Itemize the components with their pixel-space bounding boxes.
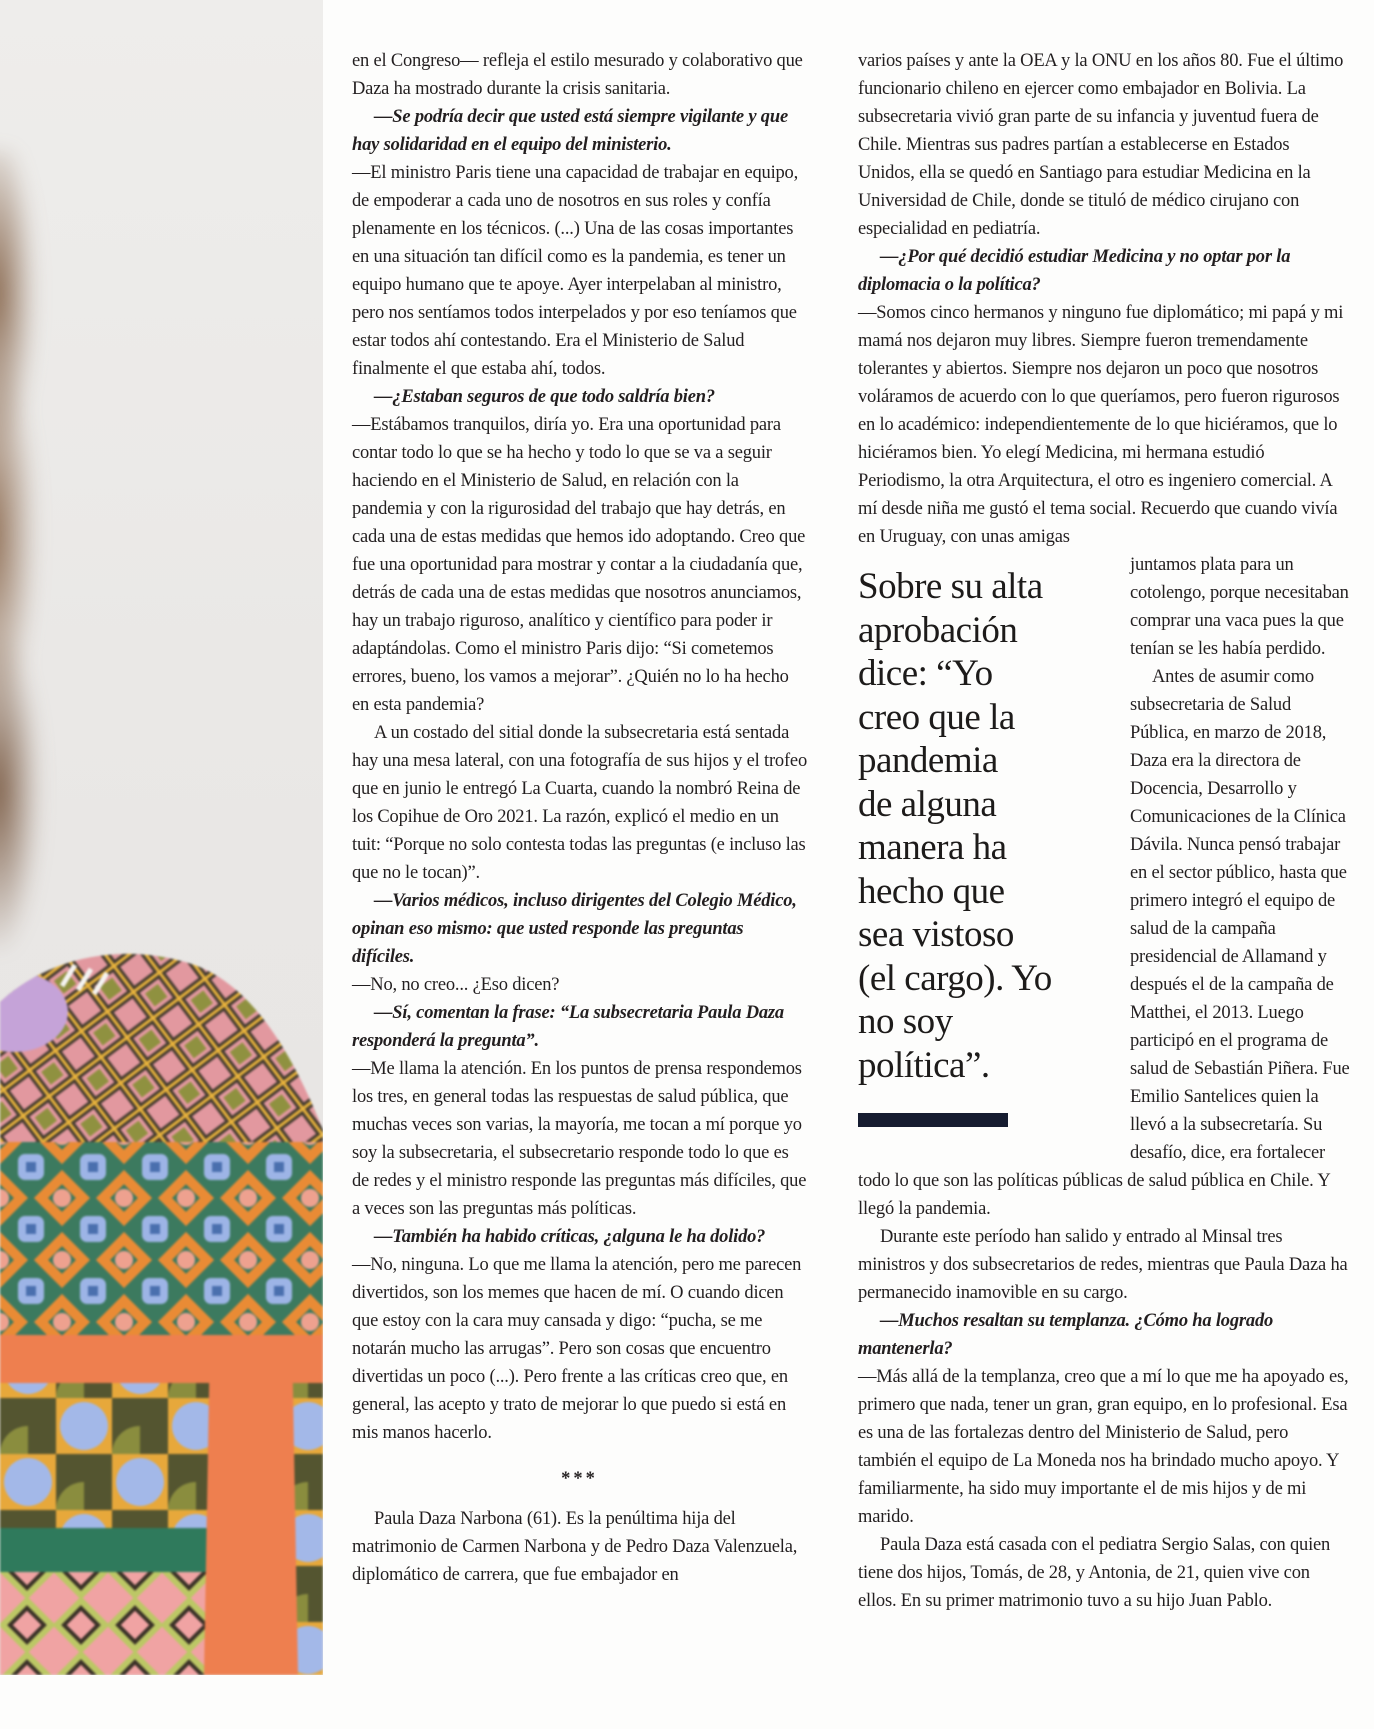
interview-question: —Muchos resaltan su templanza. ¿Cómo ha logrado mantenerla? — [858, 1311, 1274, 1359]
interview-question: —Varios médicos, incluso dirigentes del Colegio Médico, opinan eso mismo: que usted responde las preguntas difíciles. — [352, 891, 797, 967]
paragraph: Paula Daza Narbona (61). Es la penúltima hija del matrimonio de Carmen Narbona y de Pedro Daza Valenzuela, diplomático de carrera, que fue embajador en — [352, 1509, 798, 1585]
paragraph: en el Congreso— refleja el estilo mesurado y colaborativo que Daza ha mostrado durante la crisis sanitaria. — [352, 51, 803, 99]
orange-sleeve-strip — [204, 1335, 298, 1675]
interview-answer: —Estábamos tranquilos, diría yo. Era una oportunidad para contar todo lo que se ha hecho y todo lo que se va a seguir haciendo en el Ministerio de Salud, en relación con la pandemia y con la rigurosidad del trabajo que hay detrás, en cada una de estas medidas que hemos ido adoptando. Creo que fue una oportunidad para mostrar y contar a la ciudadanía que, detrás de cada una de estas medidas que nosotros anunciamos, hay un trabajo riguroso, analítico y científico para poder ir adaptándolas. Como el ministro Paris dijo: “Si cometemos errores, bueno, los vamos a mejorar”. ¿Quién no lo ha hecho en esta pandemia? — [352, 415, 806, 715]
pull-quote-text: Sobre su alta aprobación dice: “Yo creo que la pandemia de alguna manera ha hecho que sea vistoso (el cargo). Yo no soy política”. — [858, 566, 1052, 1086]
interview-answer: —No, ninguna. Lo que me llama la atención, pero me parecen divertidos, son los memes que hacen de mí. O cuando dicen que estoy con la cara muy cansada y digo: “pucha, se me notarán mucho las arrugas”. Pero son cosas que encuentro divertidas un poco (...). Pero frente a las críticas creo que, en general, las acepto y trato de mejorar lo que puedo si está en mis manos hacerlo. — [352, 1255, 802, 1443]
interview-answer: —No, no creo... ¿Eso dicen? — [352, 975, 560, 995]
teal-lattice-band — [0, 1142, 323, 1335]
pull-quote-bar — [858, 1113, 1008, 1127]
paragraph: Antes de asumir como subsecretaria de Salud Pública, en marzo de 2018, Daza era la directora de Docencia, Desarrollo y Comunicaciones de la Clínica Dávila. Nunca pensó trabajar en el sector público, hasta que primero integró el equipo de salud de la campaña presidencial de Allamand y después el de la campaña de Matthei, el 2013. Luego participó en el programa de salud de Sebastián Piñera. Fue Emilio Santelices quien la llevó a la subsecretaría. Su desafío, dice, era fortalecer todo lo que son las políticas públicas de salud pública en Chile. Y llegó la pandemia. — [858, 667, 1350, 1219]
pink-lattice-band — [0, 950, 323, 1142]
interview-question: —También ha habido críticas, ¿alguna le ha dolido? — [374, 1227, 766, 1247]
interview-question: —¿Estaban seguros de que todo saldría bien? — [374, 387, 715, 407]
paragraph: Paula Daza está casada con el pediatra Sergio Salas, con quien tiene dos hijos, Tomás, de 28, y Antonia, de 21, quien vive con ellos. En su primer matrimonio tuvo a su hijo Juan Pablo. — [858, 1535, 1331, 1611]
interview-answer: —Más allá de la templanza, creo que a mí lo que me ha apoyado es, primero que nada, tener un gran, gran equipo, en lo profesional. Esa es una de las fortalezas dentro del Ministerio de Salud, pero también el equipo de La Moneda nos ha brindado mucho apoyo. Y familiarmente, ha sido muy importante el de mis hijos y de mi marido. — [858, 1367, 1349, 1527]
interview-question: —Sí, comentan la frase: “La subsecretaria Paula Daza responderá la pregunta”. — [352, 1003, 784, 1051]
right-column — [858, 47, 1350, 1615]
pull-quote — [858, 565, 1110, 1127]
interview-answer: —Me llama la atención. En los puntos de prensa respondemos los tres, en general todas las respuestas de salud pública, que muchas veces son varias, la mayoría, me tocan a mí porque yo soy la subsecretaria, el subsecretario responde todo lo que es de redes y el ministro responde las preguntas más difíciles, que a veces son las preguntas más políticas. — [352, 1059, 807, 1219]
patterned-garment — [0, 950, 323, 1675]
paragraph: varios países y ante la OEA y la ONU en los años 80. Fue el último funcionario chileno en ejercer como embajador en Bolivia. La subsecretaria vivió gran parte de su infancia y juventud fuera de Chile. Mientras sus padres partían a establecerse en Estados Unidos, ella se quedó en Santiago para estudiar Medicina en la Universidad de Chile, donde se tituló de médico cirujano con especialidad en pediatría. — [858, 51, 1344, 239]
diamond-band — [0, 1572, 210, 1675]
section-separator: *** — [561, 1469, 598, 1489]
curly-hair — [0, 150, 74, 950]
left-column — [352, 47, 807, 1589]
teal-stripe — [0, 1528, 210, 1572]
interview-answer: —Somos cinco hermanos y ninguno fue diplomático; mi papá y mi mamá nos dejaron muy libres. Siempre fueron tremendamente tolerantes y abiertos. Siempre nos dejaron un poco que nosotros voláramos de acuerdo con lo que queríamos, pero fueron rigurosos en lo académico: independientemente de lo que hiciéramos, que lo hiciéramos bien. Yo elegí Medicina, mi hermana estudió Periodismo, la otra Arquitectura, el otro es ingeniero comercial. A mí desde niña me gustó el tema social. Recuerdo que cuando vivía en Uruguay, con unas amigas — [858, 303, 1344, 547]
paragraph: Durante este período han salido y entrado al Minsal tres ministros y dos subsecretarios de redes, mientras que Paula Daza ha permanecido inamovible en su cargo. — [858, 1227, 1348, 1303]
interview-question: —¿Por qué decidió estudiar Medicina y no optar por la diplomacia o la política? — [858, 247, 1291, 295]
interview-answer: —El ministro Paris tiene una capacidad de trabajar en equipo, de empoderar a cada uno de nosotros en sus roles y confía plenamente en los técnicos. (...) Una de las cosas importantes en una situación tan difícil como es la pandemia, es tener un equipo humano que te apoye. Ayer interpelaban al ministro, pero nos sentíamos todos interpelados y por eso teníamos que estar todos ahí contestando. Era el Ministerio de Salud finalmente el que estaba ahí, todos. — [352, 163, 799, 379]
paragraph: juntamos plata para un cotolengo, porque necesitaban comprar una vaca pues la que tenían se les había perdido. — [1130, 555, 1349, 659]
paragraph: A un costado del sitial donde la subsecretaria está sentada hay una mesa lateral, con una fotografía de sus hijos y el trofeo que en junio le entregó La Cuarta, cuando la nombró Reina de los Copihue de Oro 2021. La razón, explicó el medio en un tuit: “Porque no solo contesta todas las preguntas (e incluso las que no le tocan)”. — [352, 723, 807, 883]
photo-person-patterned-blouse — [0, 0, 323, 1675]
interview-question: —Se podría decir que usted está siempre vigilante y que hay solidaridad en el equipo del ministerio. — [352, 107, 788, 155]
